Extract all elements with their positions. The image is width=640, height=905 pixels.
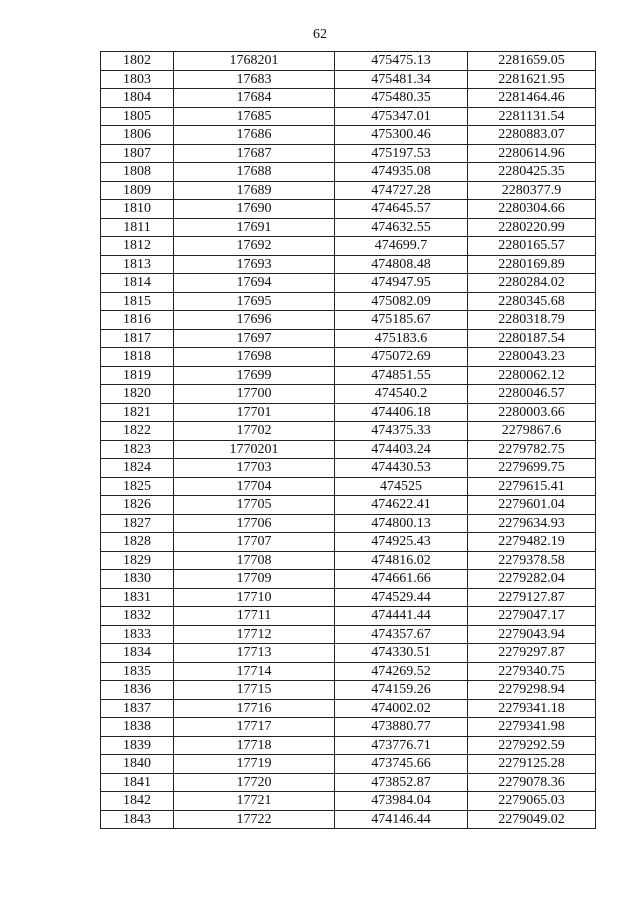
row-index-cell: 1818 bbox=[101, 348, 174, 367]
x-coordinate-cell: 473852.87 bbox=[335, 773, 468, 792]
x-coordinate-cell: 474699.7 bbox=[335, 237, 468, 256]
table-row bbox=[101, 607, 596, 626]
y-coordinate-cell: 2279615.41 bbox=[468, 477, 596, 496]
y-coordinate-cell: 2279065.03 bbox=[468, 792, 596, 811]
y-coordinate-cell: 2280425.35 bbox=[468, 163, 596, 182]
table-row bbox=[101, 533, 596, 552]
row-index-cell: 1809 bbox=[101, 181, 174, 200]
x-coordinate-cell: 474269.52 bbox=[335, 662, 468, 681]
point-id-cell: 17694 bbox=[174, 274, 335, 293]
x-coordinate-cell: 474622.41 bbox=[335, 496, 468, 515]
row-index-cell: 1804 bbox=[101, 89, 174, 108]
row-index-cell: 1814 bbox=[101, 274, 174, 293]
table-row bbox=[101, 496, 596, 515]
row-index-cell: 1831 bbox=[101, 588, 174, 607]
point-id-cell: 17691 bbox=[174, 218, 335, 237]
y-coordinate-cell: 2280187.54 bbox=[468, 329, 596, 348]
point-id-cell: 17698 bbox=[174, 348, 335, 367]
y-coordinate-cell: 2279341.18 bbox=[468, 699, 596, 718]
x-coordinate-cell: 474935.08 bbox=[335, 163, 468, 182]
table-row bbox=[101, 755, 596, 774]
x-coordinate-cell: 475185.67 bbox=[335, 311, 468, 330]
y-coordinate-cell: 2279340.75 bbox=[468, 662, 596, 681]
y-coordinate-cell: 2279341.98 bbox=[468, 718, 596, 737]
row-index-cell: 1806 bbox=[101, 126, 174, 145]
point-id-cell: 17714 bbox=[174, 662, 335, 681]
table-row bbox=[101, 718, 596, 737]
point-id-cell: 17718 bbox=[174, 736, 335, 755]
point-id-cell: 17706 bbox=[174, 514, 335, 533]
row-index-cell: 1826 bbox=[101, 496, 174, 515]
point-id-cell: 17710 bbox=[174, 588, 335, 607]
y-coordinate-cell: 2280284.02 bbox=[468, 274, 596, 293]
x-coordinate-cell: 473745.66 bbox=[335, 755, 468, 774]
row-index-cell: 1828 bbox=[101, 533, 174, 552]
row-index-cell: 1805 bbox=[101, 107, 174, 126]
point-id-cell: 17693 bbox=[174, 255, 335, 274]
y-coordinate-cell: 2279867.6 bbox=[468, 422, 596, 441]
y-coordinate-cell: 2279078.36 bbox=[468, 773, 596, 792]
table-row bbox=[101, 329, 596, 348]
y-coordinate-cell: 2280304.66 bbox=[468, 200, 596, 219]
x-coordinate-cell: 474403.24 bbox=[335, 440, 468, 459]
row-index-cell: 1843 bbox=[101, 810, 174, 829]
page-number: 62 bbox=[313, 27, 327, 42]
row-index-cell: 1840 bbox=[101, 755, 174, 774]
y-coordinate-cell: 2280003.66 bbox=[468, 403, 596, 422]
y-coordinate-cell: 2279127.87 bbox=[468, 588, 596, 607]
point-id-cell: 17697 bbox=[174, 329, 335, 348]
x-coordinate-cell: 474002.02 bbox=[335, 699, 468, 718]
point-id-cell: 17719 bbox=[174, 755, 335, 774]
coordinates-table bbox=[100, 51, 596, 829]
table-row bbox=[101, 477, 596, 496]
row-index-cell: 1817 bbox=[101, 329, 174, 348]
x-coordinate-cell: 475475.13 bbox=[335, 52, 468, 71]
x-coordinate-cell: 474947.95 bbox=[335, 274, 468, 293]
point-id-cell: 17685 bbox=[174, 107, 335, 126]
x-coordinate-cell: 474406.18 bbox=[335, 403, 468, 422]
y-coordinate-cell: 2279297.87 bbox=[468, 644, 596, 663]
row-index-cell: 1839 bbox=[101, 736, 174, 755]
x-coordinate-cell: 473776.71 bbox=[335, 736, 468, 755]
point-id-cell: 17701 bbox=[174, 403, 335, 422]
table-row bbox=[101, 385, 596, 404]
y-coordinate-cell: 2280043.23 bbox=[468, 348, 596, 367]
point-id-cell: 17722 bbox=[174, 810, 335, 829]
row-index-cell: 1811 bbox=[101, 218, 174, 237]
row-index-cell: 1808 bbox=[101, 163, 174, 182]
point-id-cell: 17700 bbox=[174, 385, 335, 404]
y-coordinate-cell: 2280614.96 bbox=[468, 144, 596, 163]
x-coordinate-cell: 474632.55 bbox=[335, 218, 468, 237]
row-index-cell: 1837 bbox=[101, 699, 174, 718]
point-id-cell: 17709 bbox=[174, 570, 335, 589]
table-row bbox=[101, 366, 596, 385]
y-coordinate-cell: 2281659.05 bbox=[468, 52, 596, 71]
x-coordinate-cell: 474925.43 bbox=[335, 533, 468, 552]
point-id-cell: 17716 bbox=[174, 699, 335, 718]
table-row bbox=[101, 699, 596, 718]
table-row bbox=[101, 514, 596, 533]
x-coordinate-cell: 474529.44 bbox=[335, 588, 468, 607]
y-coordinate-cell: 2279047.17 bbox=[468, 607, 596, 626]
y-coordinate-cell: 2279282.04 bbox=[468, 570, 596, 589]
table-row bbox=[101, 570, 596, 589]
point-id-cell: 17711 bbox=[174, 607, 335, 626]
point-id-cell: 17712 bbox=[174, 625, 335, 644]
row-index-cell: 1830 bbox=[101, 570, 174, 589]
row-index-cell: 1810 bbox=[101, 200, 174, 219]
table-row bbox=[101, 200, 596, 219]
row-index-cell: 1838 bbox=[101, 718, 174, 737]
y-coordinate-cell: 2280883.07 bbox=[468, 126, 596, 145]
y-coordinate-cell: 2280046.57 bbox=[468, 385, 596, 404]
x-coordinate-cell: 474800.13 bbox=[335, 514, 468, 533]
row-index-cell: 1816 bbox=[101, 311, 174, 330]
x-coordinate-cell: 474441.44 bbox=[335, 607, 468, 626]
table-row bbox=[101, 551, 596, 570]
table-row bbox=[101, 107, 596, 126]
x-coordinate-cell: 474540.2 bbox=[335, 385, 468, 404]
x-coordinate-cell: 474159.26 bbox=[335, 681, 468, 700]
table-row bbox=[101, 163, 596, 182]
x-coordinate-cell: 475082.09 bbox=[335, 292, 468, 311]
x-coordinate-cell: 474727.28 bbox=[335, 181, 468, 200]
table-row bbox=[101, 144, 596, 163]
table-row bbox=[101, 403, 596, 422]
point-id-cell: 17688 bbox=[174, 163, 335, 182]
x-coordinate-cell: 473880.77 bbox=[335, 718, 468, 737]
point-id-cell: 17703 bbox=[174, 459, 335, 478]
point-id-cell: 17689 bbox=[174, 181, 335, 200]
row-index-cell: 1824 bbox=[101, 459, 174, 478]
row-index-cell: 1823 bbox=[101, 440, 174, 459]
x-coordinate-cell: 474645.57 bbox=[335, 200, 468, 219]
row-index-cell: 1832 bbox=[101, 607, 174, 626]
table-row bbox=[101, 440, 596, 459]
table-row bbox=[101, 52, 596, 71]
x-coordinate-cell: 474357.67 bbox=[335, 625, 468, 644]
point-id-cell: 17702 bbox=[174, 422, 335, 441]
y-coordinate-cell: 2280377.9 bbox=[468, 181, 596, 200]
x-coordinate-cell: 474525 bbox=[335, 477, 468, 496]
x-coordinate-cell: 475183.6 bbox=[335, 329, 468, 348]
coordinates-table-body bbox=[101, 52, 596, 829]
y-coordinate-cell: 2281464.46 bbox=[468, 89, 596, 108]
table-row bbox=[101, 348, 596, 367]
x-coordinate-cell: 474661.66 bbox=[335, 570, 468, 589]
x-coordinate-cell: 474146.44 bbox=[335, 810, 468, 829]
row-index-cell: 1819 bbox=[101, 366, 174, 385]
row-index-cell: 1842 bbox=[101, 792, 174, 811]
point-id-cell: 17715 bbox=[174, 681, 335, 700]
table-row bbox=[101, 588, 596, 607]
y-coordinate-cell: 2280062.12 bbox=[468, 366, 596, 385]
y-coordinate-cell: 2279482.19 bbox=[468, 533, 596, 552]
table-row bbox=[101, 459, 596, 478]
table-row bbox=[101, 644, 596, 663]
row-index-cell: 1820 bbox=[101, 385, 174, 404]
point-id-cell: 17696 bbox=[174, 311, 335, 330]
row-index-cell: 1825 bbox=[101, 477, 174, 496]
y-coordinate-cell: 2279125.28 bbox=[468, 755, 596, 774]
x-coordinate-cell: 475197.53 bbox=[335, 144, 468, 163]
table-row bbox=[101, 181, 596, 200]
row-index-cell: 1815 bbox=[101, 292, 174, 311]
point-id-cell: 17708 bbox=[174, 551, 335, 570]
row-index-cell: 1822 bbox=[101, 422, 174, 441]
y-coordinate-cell: 2279782.75 bbox=[468, 440, 596, 459]
y-coordinate-cell: 2280345.68 bbox=[468, 292, 596, 311]
point-id-cell: 17692 bbox=[174, 237, 335, 256]
point-id-cell: 17690 bbox=[174, 200, 335, 219]
x-coordinate-cell: 475300.46 bbox=[335, 126, 468, 145]
point-id-cell: 17717 bbox=[174, 718, 335, 737]
point-id-cell: 1770201 bbox=[174, 440, 335, 459]
y-coordinate-cell: 2279298.94 bbox=[468, 681, 596, 700]
x-coordinate-cell: 474808.48 bbox=[335, 255, 468, 274]
row-index-cell: 1829 bbox=[101, 551, 174, 570]
x-coordinate-cell: 474375.33 bbox=[335, 422, 468, 441]
table-row bbox=[101, 126, 596, 145]
table-row bbox=[101, 237, 596, 256]
x-coordinate-cell: 474330.51 bbox=[335, 644, 468, 663]
point-id-cell: 17695 bbox=[174, 292, 335, 311]
table-row bbox=[101, 625, 596, 644]
x-coordinate-cell: 475072.69 bbox=[335, 348, 468, 367]
y-coordinate-cell: 2279043.94 bbox=[468, 625, 596, 644]
y-coordinate-cell: 2281621.95 bbox=[468, 70, 596, 89]
table-row bbox=[101, 218, 596, 237]
y-coordinate-cell: 2279634.93 bbox=[468, 514, 596, 533]
row-index-cell: 1833 bbox=[101, 625, 174, 644]
row-index-cell: 1813 bbox=[101, 255, 174, 274]
table-row bbox=[101, 792, 596, 811]
x-coordinate-cell: 474851.55 bbox=[335, 366, 468, 385]
point-id-cell: 17704 bbox=[174, 477, 335, 496]
point-id-cell: 17699 bbox=[174, 366, 335, 385]
table-row bbox=[101, 736, 596, 755]
point-id-cell: 17686 bbox=[174, 126, 335, 145]
point-id-cell: 17721 bbox=[174, 792, 335, 811]
table-row bbox=[101, 773, 596, 792]
table-row bbox=[101, 255, 596, 274]
y-coordinate-cell: 2279378.58 bbox=[468, 551, 596, 570]
y-coordinate-cell: 2280165.57 bbox=[468, 237, 596, 256]
y-coordinate-cell: 2280169.89 bbox=[468, 255, 596, 274]
y-coordinate-cell: 2280318.79 bbox=[468, 311, 596, 330]
x-coordinate-cell: 474430.53 bbox=[335, 459, 468, 478]
row-index-cell: 1807 bbox=[101, 144, 174, 163]
point-id-cell: 1768201 bbox=[174, 52, 335, 71]
point-id-cell: 17707 bbox=[174, 533, 335, 552]
y-coordinate-cell: 2279049.02 bbox=[468, 810, 596, 829]
x-coordinate-cell: 475347.01 bbox=[335, 107, 468, 126]
y-coordinate-cell: 2279601.04 bbox=[468, 496, 596, 515]
point-id-cell: 17713 bbox=[174, 644, 335, 663]
x-coordinate-cell: 475481.34 bbox=[335, 70, 468, 89]
table-row bbox=[101, 89, 596, 108]
table-row bbox=[101, 681, 596, 700]
x-coordinate-cell: 475480.35 bbox=[335, 89, 468, 108]
x-coordinate-cell: 474816.02 bbox=[335, 551, 468, 570]
row-index-cell: 1841 bbox=[101, 773, 174, 792]
point-id-cell: 17683 bbox=[174, 70, 335, 89]
point-id-cell: 17720 bbox=[174, 773, 335, 792]
table-row bbox=[101, 274, 596, 293]
table-row bbox=[101, 422, 596, 441]
table-row bbox=[101, 810, 596, 829]
table-row bbox=[101, 662, 596, 681]
row-index-cell: 1812 bbox=[101, 237, 174, 256]
table-row bbox=[101, 70, 596, 89]
row-index-cell: 1803 bbox=[101, 70, 174, 89]
x-coordinate-cell: 473984.04 bbox=[335, 792, 468, 811]
row-index-cell: 1835 bbox=[101, 662, 174, 681]
row-index-cell: 1827 bbox=[101, 514, 174, 533]
row-index-cell: 1834 bbox=[101, 644, 174, 663]
point-id-cell: 17705 bbox=[174, 496, 335, 515]
row-index-cell: 1836 bbox=[101, 681, 174, 700]
table-row bbox=[101, 292, 596, 311]
row-index-cell: 1821 bbox=[101, 403, 174, 422]
y-coordinate-cell: 2281131.54 bbox=[468, 107, 596, 126]
y-coordinate-cell: 2279699.75 bbox=[468, 459, 596, 478]
y-coordinate-cell: 2280220.99 bbox=[468, 218, 596, 237]
y-coordinate-cell: 2279292.59 bbox=[468, 736, 596, 755]
table-row bbox=[101, 311, 596, 330]
point-id-cell: 17684 bbox=[174, 89, 335, 108]
point-id-cell: 17687 bbox=[174, 144, 335, 163]
row-index-cell: 1802 bbox=[101, 52, 174, 71]
